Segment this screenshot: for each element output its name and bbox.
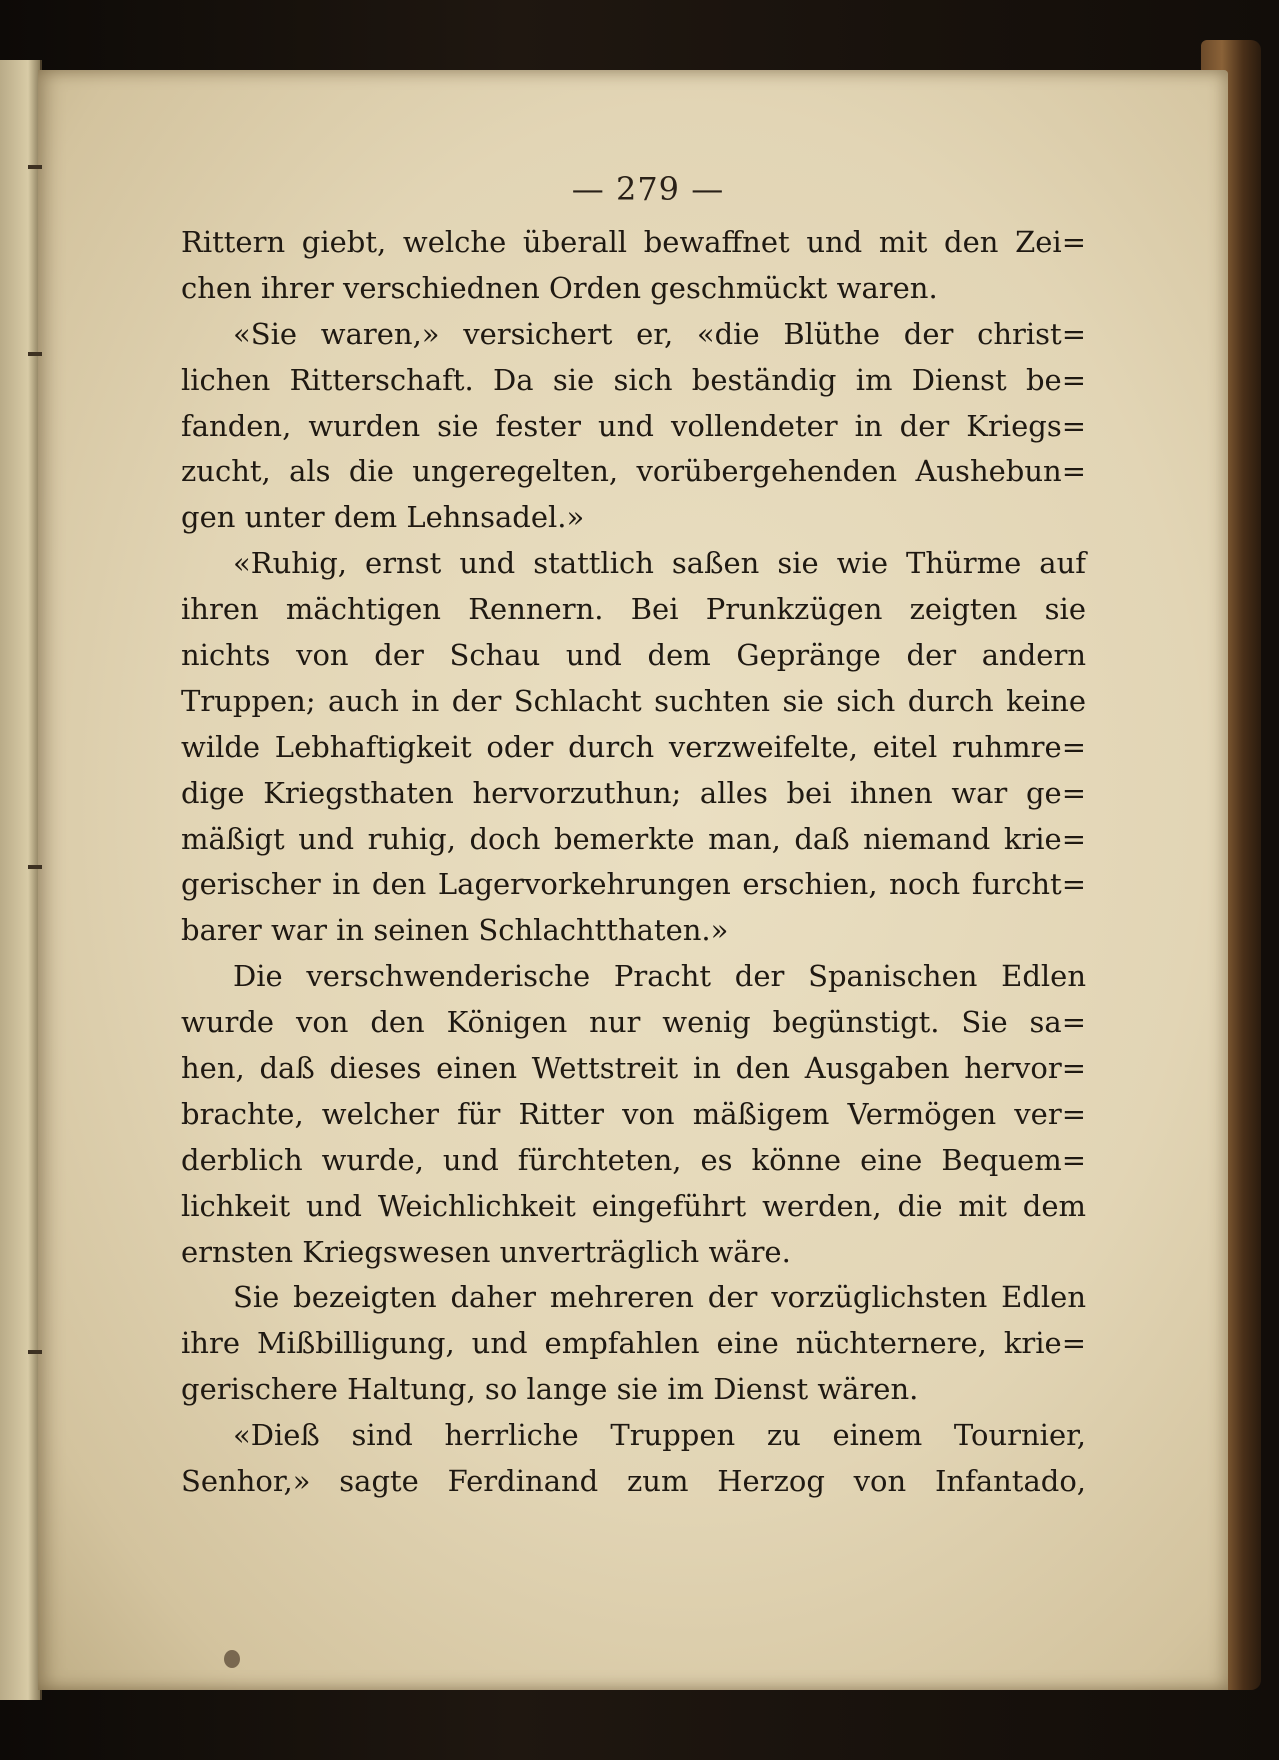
- text-line: Sie bezeigten daher mehreren der vorzüglichsten Edlen: [233, 1280, 1086, 1315]
- text-line: Senhor,» sagte Ferdinand zum Herzog von Infantado,: [181, 1464, 1086, 1499]
- text-line: dige Kriegsthaten hervorzuthun; alles bei ihnen war ge=: [181, 775, 1086, 810]
- text-line: gerischere Haltung, so lange sie im Dienst wären.: [181, 1372, 919, 1407]
- text-line: wurde von den Königen nur wenig begünstigt. Sie sa=: [181, 1005, 1086, 1040]
- text-line: «Dieß sind herrliche Truppen zu einem Tournier,: [233, 1418, 1086, 1453]
- text-line: «Ruhig, ernst und stattlich saßen sie wie Thürme auf: [233, 546, 1086, 581]
- margin-mark: [28, 165, 42, 169]
- previous-page-edge: [0, 60, 42, 1700]
- ink-blot: [224, 1650, 240, 1668]
- text-line: Die verschwenderische Pracht der Spanischen Edlen: [233, 959, 1086, 994]
- text-line: hen, daß dieses einen Wettstreit in den Ausgaben hervor=: [181, 1051, 1086, 1086]
- text-line: gen unter dem Lehnsadel.»: [181, 500, 585, 535]
- page-number: — 279 —: [571, 170, 725, 208]
- text-line: Rittern giebt, welche überall bewaffnet und mit den Zei=: [181, 225, 1086, 259]
- text-line: nichts von der Schau und dem Gepränge der andern: [181, 638, 1086, 673]
- page-text: [181, 220, 1086, 1505]
- margin-mark: [28, 865, 42, 869]
- text-line: ihre Mißbilligung, und empfahlen eine nüchternere, krie=: [181, 1326, 1086, 1361]
- text-line: lichen Ritterschaft. Da sie sich beständig im Dienst be=: [181, 362, 1086, 397]
- text-line: brachte, welcher für Ritter von mäßigem Vermögen ver=: [181, 1096, 1086, 1131]
- margin-mark: [28, 1350, 42, 1354]
- text-line: ernsten Kriegswesen unverträglich wäre.: [181, 1234, 791, 1269]
- text-line: gerischer in den Lagervorkehrungen erschien, noch furcht=: [181, 867, 1086, 902]
- text-line: zucht, als die ungeregelten, vorübergehenden Aushebun=: [181, 454, 1086, 489]
- book-page: [38, 70, 1228, 1690]
- margin-mark: [28, 352, 42, 356]
- text-line: Truppen; auch in der Schlacht suchten sie sich durch keine: [181, 683, 1086, 718]
- text-line: derblich wurde, und fürchteten, es könne eine Bequem=: [181, 1142, 1086, 1177]
- text-line: wilde Lebhaftigkeit oder durch verzweifelte, eitel ruhmre=: [181, 729, 1086, 764]
- text-line: mäßigt und ruhig, doch bemerkte man, daß niemand krie=: [181, 821, 1086, 856]
- text-line: ihren mächtigen Rennern. Bei Prunkzügen zeigten sie: [181, 592, 1086, 627]
- text-line: «Sie waren,» versichert er, «die Blüthe der christ=: [233, 316, 1086, 351]
- text-line: barer war in seinen Schlachtthaten.»: [181, 913, 729, 948]
- text-line: lichkeit und Weichlichkeit eingeführt werden, die mit dem: [181, 1188, 1086, 1223]
- text-line: fanden, wurden sie fester und vollendeter in der Kriegs=: [181, 408, 1086, 443]
- text-line: chen ihrer verschiednen Orden geschmückt waren.: [181, 270, 938, 305]
